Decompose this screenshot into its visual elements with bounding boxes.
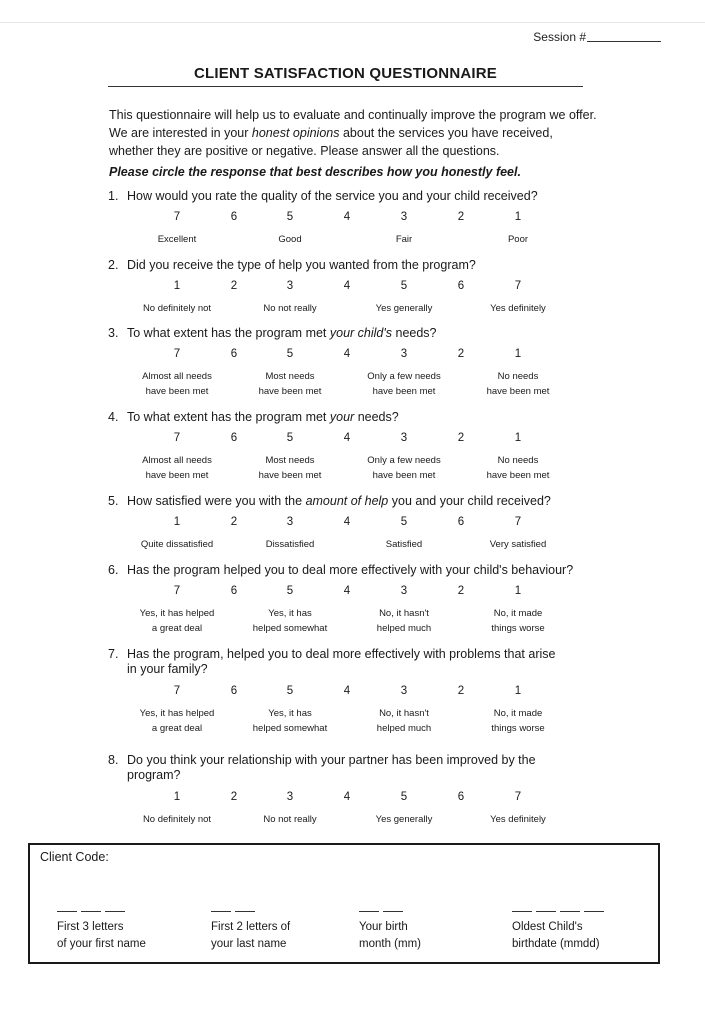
rating-label: [344, 232, 464, 247]
question-3: [108, 326, 598, 341]
rating-option[interactable]: 2: [457, 685, 465, 697]
client-field-line: birthdate (mmdd): [512, 938, 600, 950]
rating-label-line: things worse: [491, 723, 545, 734]
rating-label-line: No, it made: [493, 708, 543, 719]
rating-label-line: things worse: [491, 623, 545, 634]
rating-scale-2: [0, 280, 705, 296]
rating-label-line: a great deal: [151, 723, 203, 734]
rating-label-line: Only a few needs: [367, 455, 441, 466]
rating-label-line: Yes definitely: [490, 814, 546, 825]
rating-label: [117, 537, 237, 552]
rating-option[interactable]: 4: [343, 685, 351, 697]
rating-label: [117, 606, 237, 636]
rating-option[interactable]: 2: [457, 432, 465, 444]
rating-option[interactable]: 3: [400, 585, 408, 597]
rating-label-line: Yes, it has: [268, 708, 312, 719]
rating-label-line: helped somewhat: [252, 723, 328, 734]
rating-option[interactable]: 3: [400, 685, 408, 697]
rating-option[interactable]: 1: [514, 211, 522, 223]
rating-label: [458, 537, 578, 552]
rating-label-line: Yes, it has: [268, 608, 312, 619]
rating-label-line: Excellent: [157, 234, 197, 245]
entry-blank[interactable]: [57, 911, 77, 912]
entry-blank[interactable]: [512, 911, 532, 912]
rating-label-line: Fair: [395, 234, 413, 245]
rating-option[interactable]: 1: [514, 348, 522, 360]
rating-label-line: Satisfied: [385, 539, 423, 550]
intro-text-2: about the services you have received, whether they are positive or negative. Please answer all the questions.: [109, 126, 553, 158]
client-field-line: Oldest Child's: [512, 921, 583, 933]
question-1: [108, 189, 598, 204]
rating-option[interactable]: 5: [286, 432, 294, 444]
client-field-label: [57, 919, 146, 953]
rating-scale-3: [0, 348, 705, 364]
rating-option[interactable]: 5: [286, 585, 294, 597]
rating-option[interactable]: 2: [230, 280, 238, 292]
client-field-line: First 2 letters of: [211, 921, 291, 933]
question-emphasis: your: [329, 410, 355, 424]
rating-label: [117, 232, 237, 247]
rating-label: [230, 232, 350, 247]
rating-option[interactable]: 1: [514, 432, 522, 444]
page-title: CLIENT SATISFACTION QUESTIONNAIRE: [194, 65, 497, 82]
rating-label-line: have been met: [372, 470, 436, 481]
rating-label: [458, 812, 578, 827]
question-number: 5.: [108, 494, 119, 508]
rating-label: [117, 453, 237, 483]
rating-option[interactable]: 7: [173, 348, 181, 360]
rating-label: [117, 706, 237, 736]
rating-option[interactable]: 1: [514, 685, 522, 697]
question-number: 1.: [108, 189, 119, 203]
rating-option[interactable]: 2: [457, 585, 465, 597]
rating-option[interactable]: 4: [343, 348, 351, 360]
rating-option[interactable]: 7: [173, 432, 181, 444]
rating-option[interactable]: 4: [343, 585, 351, 597]
session-blank[interactable]: [587, 30, 661, 42]
rating-option[interactable]: 5: [400, 280, 408, 292]
question-5: [108, 494, 598, 509]
question-text: To what extent has the program met: [127, 326, 330, 340]
rating-option[interactable]: 6: [230, 685, 238, 697]
rating-label-line: have been met: [258, 386, 322, 397]
rating-label-line: Yes, it has helped: [139, 708, 215, 719]
rating-label: [117, 812, 237, 827]
question-text: Has the program, helped you to deal more effectively with problems that arise: [127, 647, 556, 661]
question-text: Did you receive the type of help you wanted from the program?: [127, 258, 476, 272]
question-emphasis: your child's: [329, 326, 393, 340]
question-8: [108, 753, 598, 783]
rating-option[interactable]: 7: [514, 791, 522, 803]
rating-label-line: No needs: [497, 371, 539, 382]
rating-label-line: Most needs: [265, 455, 315, 466]
rating-label-line: Most needs: [265, 371, 315, 382]
client-field-line: First 3 letters: [57, 921, 124, 933]
client-field-line: of your first name: [57, 938, 146, 950]
rating-label-line: Yes definitely: [490, 303, 546, 314]
entry-blank[interactable]: [584, 911, 604, 912]
question-text: Has the program helped you to deal more effectively with your child's behaviour?: [127, 563, 574, 577]
rating-label-line: No definitely not: [142, 814, 212, 825]
question-emphasis: amount of help: [305, 494, 389, 508]
question-text-end: needs?: [354, 410, 399, 424]
rating-label-line: have been met: [486, 470, 550, 481]
rating-option[interactable]: 2: [230, 516, 238, 528]
rating-label: [230, 453, 350, 483]
question-number: 2.: [108, 258, 119, 272]
rating-label-line: No not really: [263, 814, 317, 825]
rating-label: [230, 606, 350, 636]
rating-label-line: helped much: [376, 623, 432, 634]
rating-scale-1: [0, 211, 705, 227]
client-code-box: [28, 843, 660, 964]
rating-label-line: Dissatisfied: [265, 539, 315, 550]
rating-option[interactable]: 7: [514, 516, 522, 528]
rating-label-line: No not really: [263, 303, 317, 314]
rating-option[interactable]: 2: [457, 211, 465, 223]
rating-option[interactable]: 1: [173, 791, 181, 803]
question-number: 3.: [108, 326, 119, 340]
rating-option[interactable]: 6: [457, 516, 465, 528]
rating-option[interactable]: 1: [173, 516, 181, 528]
entry-blank[interactable]: [235, 911, 255, 912]
question-6: [108, 563, 598, 578]
session-label: Session #: [533, 30, 586, 44]
client-field-line: month (mm): [359, 938, 421, 950]
rating-label: [344, 606, 464, 636]
rating-option[interactable]: 6: [457, 280, 465, 292]
rating-label-line: No, it hasn't: [379, 608, 429, 619]
entry-blank[interactable]: [359, 911, 379, 912]
rating-option[interactable]: 4: [343, 516, 351, 528]
instruction: Please circle the response that best describes how you honestly feel.: [109, 165, 521, 179]
rating-option[interactable]: 5: [286, 685, 294, 697]
rating-scale-4: [0, 432, 705, 448]
rating-option[interactable]: 7: [173, 211, 181, 223]
rating-label-line: No, it hasn't: [379, 708, 429, 719]
title-underline: [108, 86, 583, 87]
rating-option[interactable]: 6: [457, 791, 465, 803]
rating-option[interactable]: 7: [514, 280, 522, 292]
rating-label-line: have been met: [145, 470, 209, 481]
client-field-label: [359, 919, 421, 953]
rating-label-line: Good: [278, 234, 302, 245]
rating-option[interactable]: 6: [230, 348, 238, 360]
entry-blank[interactable]: [383, 911, 403, 912]
question-text: How would you rate the quality of the service you and your child received?: [127, 189, 538, 203]
client-field-label: [512, 919, 600, 953]
rating-option[interactable]: 5: [400, 516, 408, 528]
rating-label-line: Almost all needs: [142, 371, 212, 382]
rating-label-line: No definitely not: [142, 303, 212, 314]
rating-label-line: Very satisfied: [489, 539, 547, 550]
rating-label: [458, 232, 578, 247]
rating-option[interactable]: 3: [400, 211, 408, 223]
rating-label: [117, 369, 237, 399]
rating-label: [344, 453, 464, 483]
rating-label-line: Almost all needs: [142, 455, 212, 466]
rating-label-line: helped somewhat: [252, 623, 328, 634]
top-divider: [0, 22, 705, 23]
intro-italic: honest opinions: [251, 126, 340, 140]
question-text: How satisfied were you with the: [127, 494, 306, 508]
question-text-continued: program?: [127, 768, 181, 782]
client-field-label: [211, 919, 290, 953]
rating-label-line: No needs: [497, 455, 539, 466]
question-text: To what extent has the program met: [127, 410, 330, 424]
entry-blank[interactable]: [105, 911, 125, 912]
rating-option[interactable]: 5: [400, 791, 408, 803]
question-2: [108, 258, 598, 273]
question-number: 6.: [108, 563, 119, 577]
rating-option[interactable]: 6: [230, 211, 238, 223]
rating-label-line: Yes, it has helped: [139, 608, 215, 619]
question-text-continued: in your family?: [127, 662, 208, 676]
rating-option[interactable]: 6: [230, 432, 238, 444]
rating-option[interactable]: 2: [457, 348, 465, 360]
rating-option[interactable]: 4: [343, 280, 351, 292]
question-text-end: needs?: [392, 326, 437, 340]
rating-option[interactable]: 3: [286, 791, 294, 803]
rating-option[interactable]: 3: [400, 348, 408, 360]
rating-scale-8: [0, 791, 705, 807]
rating-label: [344, 812, 464, 827]
rating-label: [458, 606, 578, 636]
client-field-line: Your birth: [359, 921, 408, 933]
rating-scale-5: [0, 516, 705, 532]
client-code-title: Client Code:: [40, 850, 109, 864]
rating-option[interactable]: 1: [514, 585, 522, 597]
rating-option[interactable]: 3: [286, 280, 294, 292]
rating-label-line: No, it made: [493, 608, 543, 619]
rating-label: [458, 453, 578, 483]
question-text-end: you and your child received?: [388, 494, 551, 508]
entry-blank[interactable]: [536, 911, 556, 912]
client-field-line: your last name: [211, 938, 287, 950]
rating-label: [230, 812, 350, 827]
rating-label-line: have been met: [145, 386, 209, 397]
question-number: 7.: [108, 647, 119, 661]
question-text: Do you think your relationship with your partner has been improved by the: [127, 753, 536, 767]
rating-label: [458, 706, 578, 736]
rating-option[interactable]: 2: [230, 791, 238, 803]
rating-option[interactable]: 3: [286, 516, 294, 528]
rating-option[interactable]: 4: [343, 432, 351, 444]
rating-label: [230, 301, 350, 316]
rating-scale-7: [0, 685, 705, 701]
rating-label-line: have been met: [372, 386, 436, 397]
entry-blank[interactable]: [81, 911, 101, 912]
rating-label-line: Yes generally: [375, 303, 433, 314]
rating-label-line: a great deal: [151, 623, 203, 634]
rating-option[interactable]: 5: [286, 348, 294, 360]
rating-option[interactable]: 6: [230, 585, 238, 597]
rating-label: [230, 369, 350, 399]
rating-label-line: Quite dissatisfied: [140, 539, 214, 550]
question-4: [108, 410, 598, 425]
rating-label: [117, 301, 237, 316]
rating-label-line: have been met: [486, 386, 550, 397]
rating-label: [458, 301, 578, 316]
rating-label: [230, 537, 350, 552]
rating-label: [344, 706, 464, 736]
entry-blank[interactable]: [560, 911, 580, 912]
rating-option[interactable]: 1: [173, 280, 181, 292]
rating-label: [344, 537, 464, 552]
rating-label: [230, 706, 350, 736]
question-number: 4.: [108, 410, 119, 424]
rating-label-line: Only a few needs: [367, 371, 441, 382]
rating-label: [344, 369, 464, 399]
intro-paragraph: [109, 106, 599, 160]
question-7: [108, 647, 598, 677]
rating-option[interactable]: 7: [173, 585, 181, 597]
rating-option[interactable]: 7: [173, 685, 181, 697]
rating-scale-6: [0, 585, 705, 601]
question-number: 8.: [108, 753, 119, 767]
rating-option[interactable]: 4: [343, 211, 351, 223]
session-number: [533, 30, 661, 44]
rating-label: [344, 301, 464, 316]
rating-option[interactable]: 5: [286, 211, 294, 223]
rating-label-line: Yes generally: [375, 814, 433, 825]
rating-label-line: helped much: [376, 723, 432, 734]
rating-option[interactable]: 3: [400, 432, 408, 444]
rating-label-line: Poor: [507, 234, 529, 245]
intro-text-1: This questionnaire will help us to evaluate and continually improve the program we offer. We are interested in your: [109, 108, 597, 140]
rating-label-line: have been met: [258, 470, 322, 481]
rating-label: [458, 369, 578, 399]
entry-blank[interactable]: [211, 911, 231, 912]
rating-option[interactable]: 4: [343, 791, 351, 803]
